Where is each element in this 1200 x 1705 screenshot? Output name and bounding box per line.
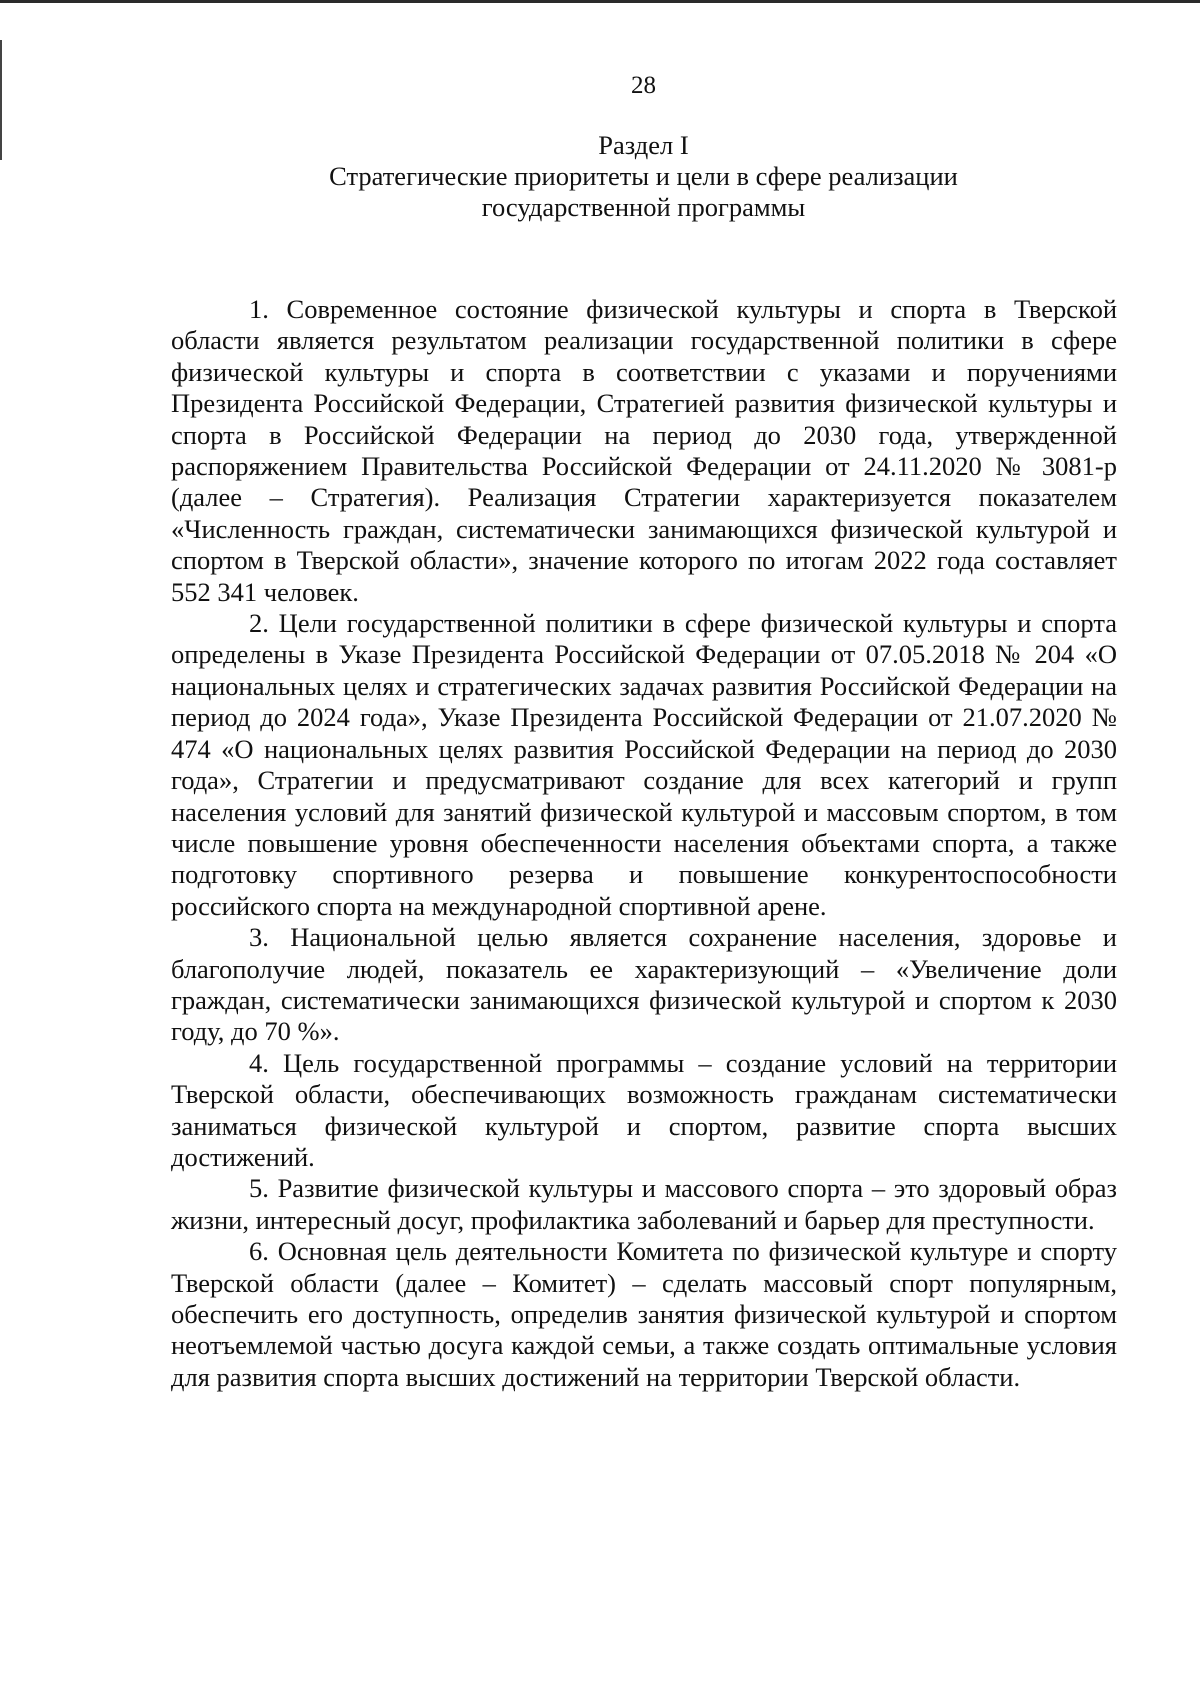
paragraph-5: 5. Развитие физической культуры и массового спорта – это здоровый образ жизни, интересный досуг, профилактика заболеваний и барьер для преступности. — [171, 1173, 1117, 1235]
body-text — [171, 294, 1117, 1393]
section-title-line-2: государственной программы — [481, 192, 806, 222]
section-title-line-1: Стратегические приоритеты и цели в сфере реализации — [329, 161, 958, 191]
paragraph-1: 1. Современное состояние физической культуры и спорта в Тверской области является результатом реализации государственной политики в сфере физической культуры и спорта в соответствии с указами и поручениями Президента Российской Федерации, Стратегией развития физической культуры и спорта в Российской Федерации на период до 2030 года, утвержденной распоряжением Правительства Российской Федерации от 24.11.2020 № 3081-р (далее – Стратегия). Реализация Стратегии характеризуется показателем «Численность граждан, систематически занимающихся физической культурой и спортом в Тверской области», значение которого по итогам 2022 года составляет 552 341 человек. — [171, 294, 1117, 607]
section-label: Раздел I — [598, 130, 689, 160]
paragraph-4: 4. Цель государственной программы – создание условий на территории Тверской области, обеспечивающих возможность гражданам систематически заниматься физической культурой и спортом, развитие спорта высших достижений. — [171, 1047, 1117, 1172]
paragraph-6: 6. Основная цель деятельности Комитета по физической культуре и спорту Тверской области (далее – Комитет) – сделать массовый спорт популярным, обеспечить его доступность, определив занятия физической культурой и спортом неотъемлемой частью досуга каждой семьи, а также создать оптимальные условия для развития спорта высших достижений на территории Тверской области. — [171, 1236, 1117, 1392]
paragraph-2: 2. Цели государственной политики в сфере физической культуры и спорта определены в Указе Президента Российской Федерации от 07.05.2018 № 204 «О национальных целях и стратегических задачах развития Российской Федерации на период до 2024 года», Указе Президента Российской Федерации от 21.07.2020 № 474 «О национальных целях развития Российской Федерации на период до 2030 года», Стратегии и предусматривают создание для всех категорий и групп населения условий для занятий физической культурой и массовым спортом, в том числе повышение уровня обеспеченности населения объектами спорта, а также подготовку спортивного резерва и повышение конкурентоспособности российского спорта на международной спортивной арене. — [171, 608, 1117, 921]
scan-border-top — [0, 0, 1200, 3]
section-heading — [0, 130, 1200, 223]
page-number: 28 — [631, 72, 656, 99]
paragraph-3: 3. Национальной целью является сохранение населения, здоровье и благополучие людей, показатель ее характеризующий – «Увеличение доли граждан, систематически занимающихся физической культурой и спортом к 2030 году, до 70 %». — [171, 922, 1117, 1047]
